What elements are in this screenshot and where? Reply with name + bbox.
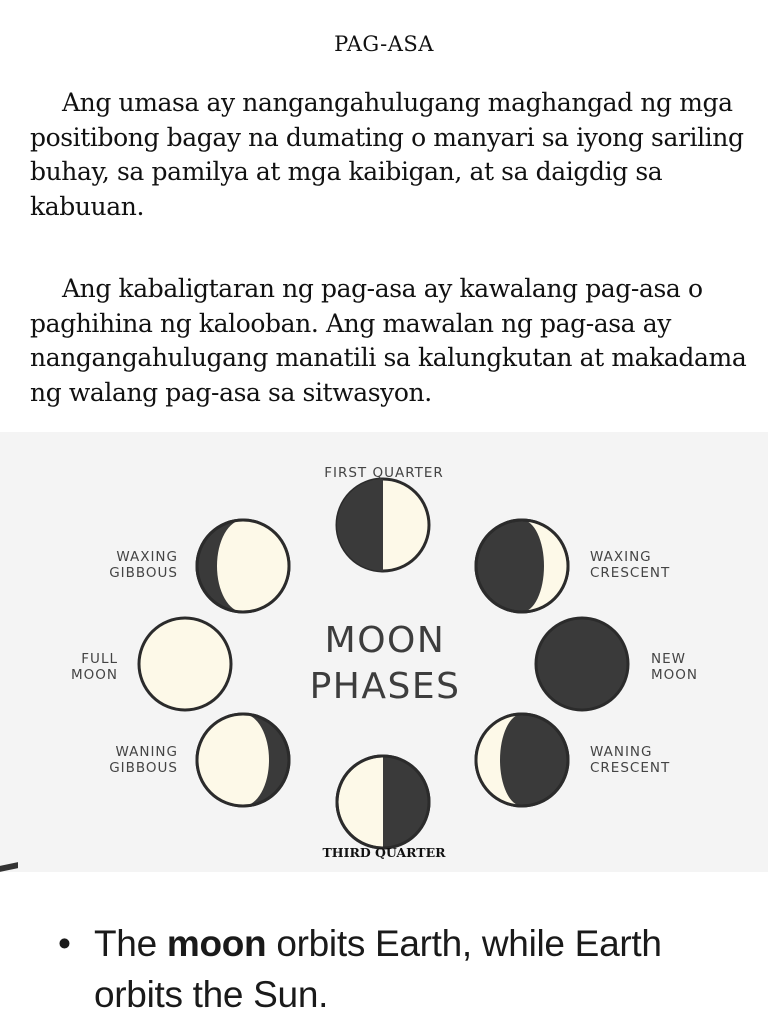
label-waxing-gibbous: WAXING GIBBOUS <box>109 549 178 581</box>
paragraph-hopelessness: Ang kabaligtaran ng pag-asa ay kawalang pag-asa o paghihina ng kalooban. Ang mawalan ng pag-asa ay nangangahulugang manatili sa kalungkutan at makadama ng walang pag-asa sa sitwasyon. <box>30 274 747 407</box>
paragraph-hope-definition: Ang umasa ay nangangahulugang maghangad ng mga positibong bagay na dumating o manyari sa iyong sariling buhay, sa pamilya at mga kaibigan, at sa daigdig sa kabuuan. <box>30 88 744 221</box>
moon-phases-figure <box>0 432 768 872</box>
full-moon-icon <box>139 618 231 710</box>
label-full-moon: FULL MOON <box>71 651 118 683</box>
label-waning-crescent: WANING CRESCENT <box>590 744 671 776</box>
third-quarter-moon-icon <box>337 756 429 848</box>
label-third-quarter: THIRD QUARTER <box>322 845 446 860</box>
bullet-text: The moon orbits Earth, while Earth orbits the Sun. <box>94 923 662 1015</box>
label-waning-gibbous: WANING GIBBOUS <box>109 744 178 776</box>
waxing-crescent-moon-icon <box>476 520 568 612</box>
bullet-moon-orbit <box>58 918 758 1020</box>
waning-gibbous-moon-icon <box>197 714 289 806</box>
label-first-quarter: FIRST QUARTER <box>324 465 444 481</box>
label-new-moon: NEW MOON <box>651 651 698 683</box>
waning-crescent-moon-icon <box>476 714 568 806</box>
document-title: PAG-ASA <box>334 32 434 56</box>
first-quarter-moon-icon <box>337 479 429 571</box>
waxing-gibbous-moon-icon <box>197 520 289 612</box>
moon-phases-title: MOON PHASES <box>309 620 461 707</box>
label-waxing-crescent: WAXING CRESCENT <box>590 549 671 581</box>
new-moon-icon <box>536 618 628 710</box>
bullet-point-icon: • <box>58 923 71 964</box>
